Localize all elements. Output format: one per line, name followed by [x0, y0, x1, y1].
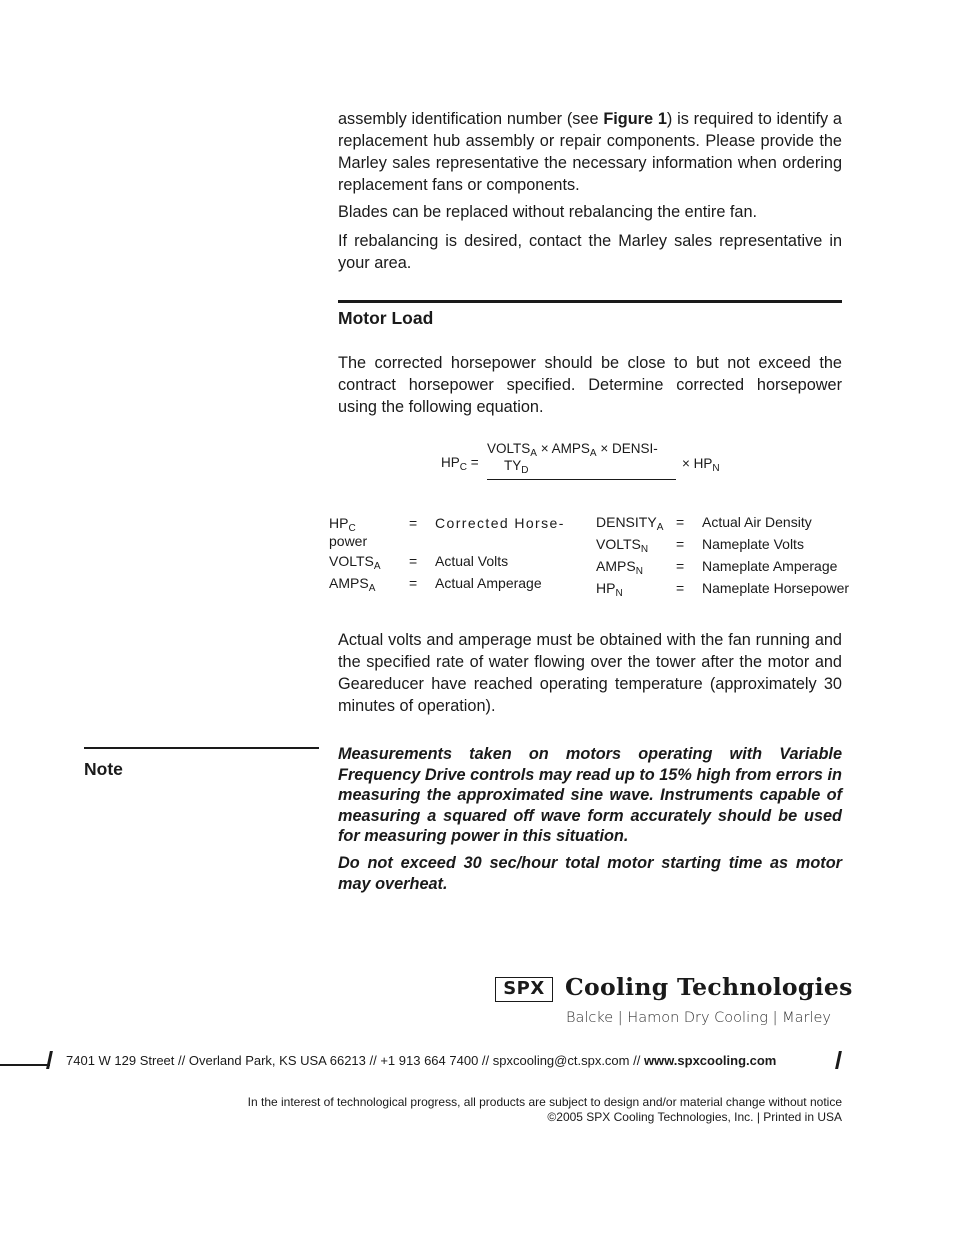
intro-paragraph-2: Blades can be replaced without rebalancing the entire fan.: [338, 203, 758, 221]
definition-desc: Actual Amperage: [435, 575, 542, 591]
equation-subscript: A: [530, 448, 537, 459]
equation-subscript: D: [521, 465, 529, 476]
definition-volts-n: [596, 534, 648, 554]
note-divider: [84, 747, 319, 749]
equation-symbol: VOLTS: [487, 441, 531, 456]
equation-lhs: [441, 455, 479, 473]
section-divider: [338, 300, 842, 303]
definition-subscript: N: [640, 544, 649, 555]
footer-copyright: ©2005 SPX Cooling Technologies, Inc. | Printed in USA: [547, 1110, 842, 1124]
definition-equals: =: [676, 558, 685, 574]
equation-symbol: HP: [693, 456, 713, 471]
footer-slash-left: [46, 1051, 53, 1069]
definition-desc: Corrected Horse-: [435, 515, 565, 531]
motor-load-paragraph: The corrected horsepower should be close to but not exceed the contract horsepower specified. Determine corrected horsepower using the following equation.: [338, 354, 842, 416]
definition-desc: Nameplate Horsepower: [702, 580, 850, 596]
definition-desc: Nameplate Volts: [702, 536, 804, 552]
spx-logo-box: SPX: [495, 977, 553, 1002]
footer-disclaimer: In the interest of technological progress, all products are subject to design and/or material change without notice: [247, 1095, 842, 1109]
definition-equals: =: [676, 514, 685, 530]
section-heading: Motor Load: [338, 308, 434, 328]
definition-volts-a: [329, 551, 381, 571]
definition-equals: =: [676, 536, 685, 552]
definition-amps-a: [329, 573, 375, 593]
definition-desc: Actual Air Density: [702, 514, 812, 530]
intro-text: assembly identification number (see: [338, 110, 604, 128]
definition-subscript: A: [656, 522, 664, 533]
figure-reference: Figure 1: [603, 110, 667, 128]
equation-subscript: A: [589, 448, 597, 459]
company-logo-text: Cooling Technologies: [565, 973, 853, 1001]
note-text-1: Measurements taken on motors operating with Variable Frequency Drive controls may read up to 15% high from errors in measuring the approximated sine wave. Instruments capable of measuring a squared off wave form accurately should be used for measuring power in this situation.: [338, 745, 842, 846]
definition-symbol: VOLTS: [329, 553, 374, 569]
definition-symbol: VOLTS: [596, 536, 641, 552]
equation-times: ×: [682, 456, 690, 471]
intro-paragraph-1: [338, 108, 842, 196]
definition-symbol: HP: [596, 580, 616, 596]
equation-subscript: N: [712, 463, 720, 474]
equation-symbol: HP: [441, 455, 460, 470]
definition-symbol: DENSITY: [596, 514, 657, 530]
definition-subscript: C: [348, 523, 356, 534]
footer-rule: [0, 1064, 50, 1066]
definition-symbol: HP: [329, 515, 349, 531]
equation-symbol: AMPS: [551, 441, 590, 456]
definition-hpc: [329, 513, 356, 533]
definition-desc: Nameplate Amperage: [702, 558, 838, 574]
definition-subscript: N: [635, 566, 643, 577]
equation-numerator-line2: [504, 458, 529, 476]
definition-subscript: A: [368, 583, 376, 594]
brand-list: Balcke | Hamon Dry Cooling | Marley: [566, 1010, 831, 1026]
website-link[interactable]: www.spxcooling.com: [643, 1053, 777, 1068]
equation-times: ×: [540, 441, 549, 456]
footer-address: [66, 1053, 776, 1068]
definition-symbol: AMPS: [329, 575, 369, 591]
intro-paragraph-3: If rebalancing is desired, contact the Marley sales representative in your area.: [338, 232, 842, 272]
equation-numerator: [487, 441, 658, 459]
definition-equals: =: [676, 580, 685, 596]
definition-desc-continued: power: [329, 533, 368, 549]
footer-slash-right: [835, 1051, 842, 1069]
note-text-2: Do not exceed 30 sec/hour total motor starting time as motor may overheat.: [338, 854, 842, 893]
equation-subscript: C: [459, 462, 467, 473]
equation-symbol: TY: [504, 458, 522, 473]
definition-hp-n: [596, 578, 623, 598]
equation-symbol: DENSI-: [611, 441, 658, 456]
definition-symbol: AMPS: [596, 558, 636, 574]
definition-equals: =: [409, 553, 418, 569]
footer-address-text: 7401 W 129 Street // Overland Park, KS USA 66213 // +1 913 664 7400 // spxcooling@ct.spx.com //: [66, 1053, 644, 1068]
intro-text: ) is required to identify a replacement hub assembly or repair components. Please provide the Marley sales representative the necessary information when ordering replacement fans or components.: [338, 110, 842, 194]
definition-density-a: [596, 512, 663, 532]
equation-equals: =: [470, 455, 479, 470]
equation-rhs: [682, 456, 720, 474]
note-label: Note: [84, 759, 123, 779]
definition-subscript: N: [615, 588, 623, 599]
equation-times: ×: [600, 441, 609, 456]
motor-load-paragraph-2: Actual volts and amperage must be obtained with the fan running and the specified rate of water flowing over the tower after the motor and Geareducer have reached operating temperature (approximately 30 minutes of operation).: [338, 631, 842, 715]
definition-equals: =: [409, 515, 418, 531]
definition-desc: Actual Volts: [435, 553, 509, 569]
definition-equals: =: [409, 575, 418, 591]
definition-amps-n: [596, 556, 643, 576]
fraction-bar: [487, 479, 676, 480]
definition-subscript: A: [373, 561, 381, 572]
